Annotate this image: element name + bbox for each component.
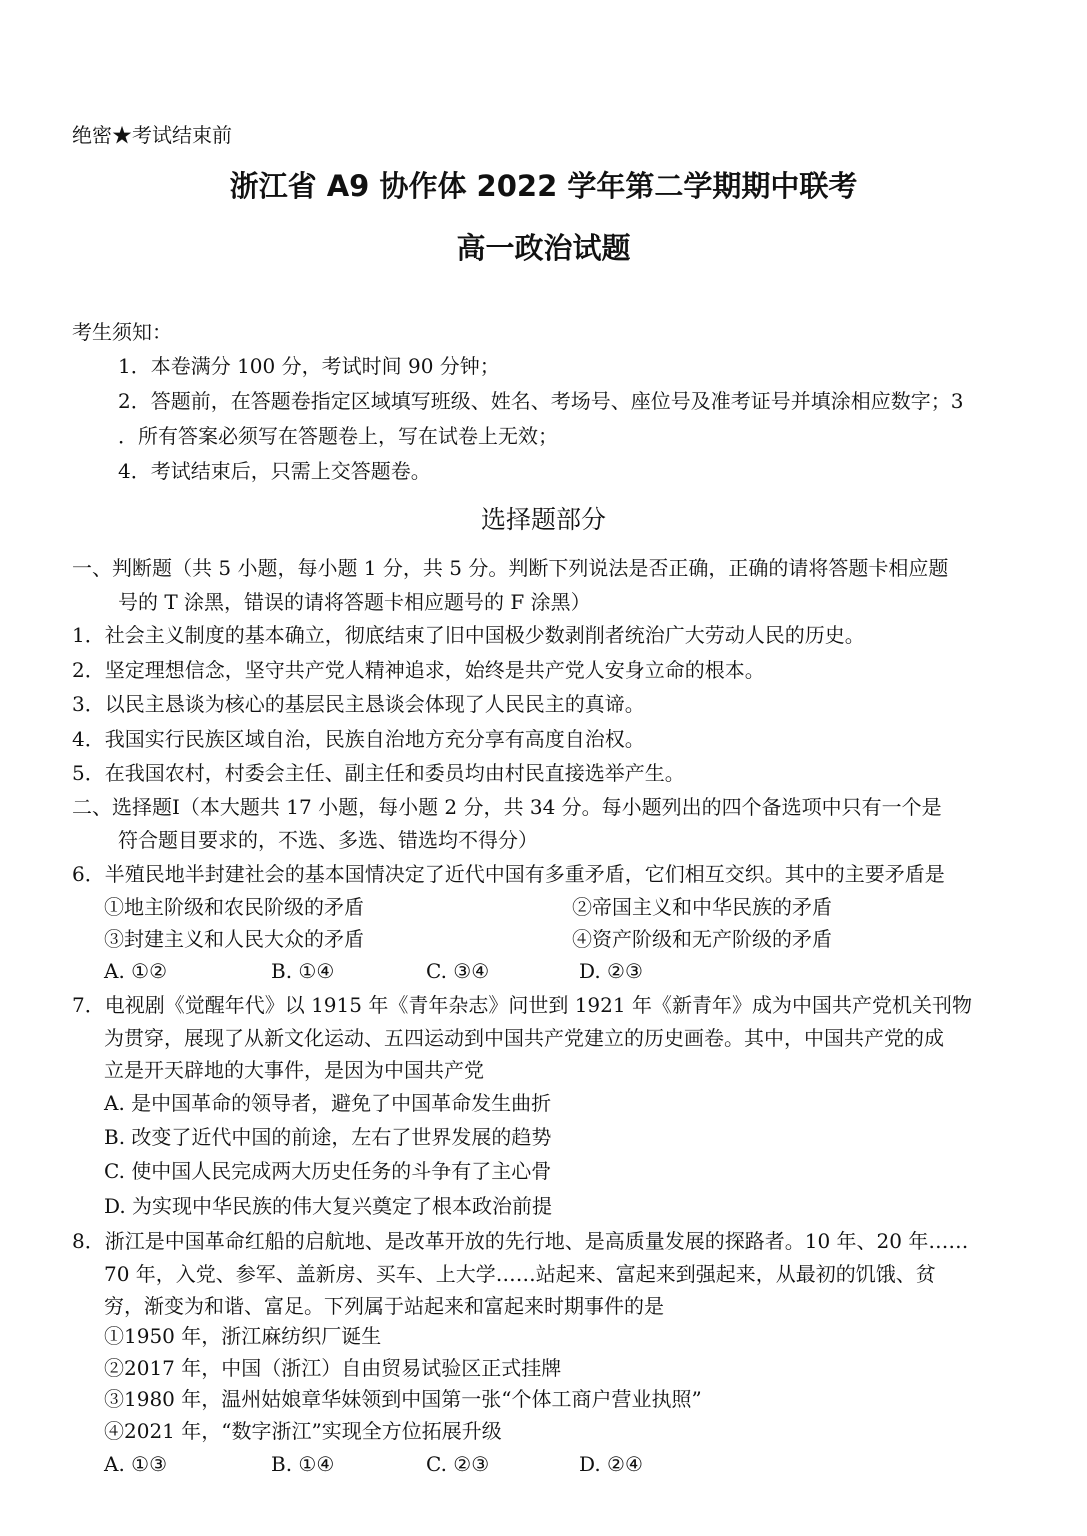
q8-choice-c: C. ②③ [426, 1452, 490, 1476]
judge-item: 3．以民主恳谈为核心的基层民主恳谈会体现了人民民主的真谛。 [72, 692, 645, 716]
q8-stem: 8．浙江是中国革命红船的启航地、是改革开放的先行地、是高质量发展的探路者。10 年、20 年…… [72, 1229, 969, 1253]
exam-title: 浙江省 A9 协作体 2022 学年第二学期期中联考 [229, 169, 858, 203]
q6-choice-b: B. ①④ [271, 959, 335, 983]
q7-choice-d: D. 为实现中华民族的伟大复兴奠定了根本政治前提 [104, 1194, 553, 1218]
notice-rule: ．所有答案必须写在答题卷上，写在试卷上无效； [118, 424, 558, 448]
judge-item: 1．社会主义制度的基本确立，彻底结束了旧中国极少数剥削者统治广大劳动人民的历史。 [72, 623, 865, 647]
q7-stem-cont: 为贯穿，展现了从新文化运动、五四运动到中国共产党建立的历史画卷。其中，中国共产党的成 [104, 1026, 944, 1050]
q8-option-1: ①1950 年，浙江麻纺织厂诞生 [104, 1324, 382, 1348]
part2-heading: 二、选择题Ⅰ（本大题共 17 小题，每小题 2 分，共 34 分。每小题列出的四个备选项中只有一个是 [72, 795, 942, 819]
q6-stem: 6．半殖民地半封建社会的基本国情决定了近代中国有多重矛盾，它们相互交织。其中的主要矛盾是 [72, 862, 945, 886]
part1-heading-cont: 号的 T 涂黑，错误的请将答题卡相应题号的 F 涂黑） [118, 590, 591, 614]
q8-choice-d: D. ②④ [579, 1452, 643, 1476]
section-title: 选择题部分 [480, 505, 606, 534]
judge-item: 2．坚定理想信念，坚守共产党人精神追求，始终是共产党人安身立命的根本。 [72, 658, 765, 682]
q6-option-2: ②帝国主义和中华民族的矛盾 [572, 895, 832, 919]
q7-choice-a: A. 是中国革命的领导者，避免了中国革命发生曲折 [104, 1091, 552, 1115]
exam-subtitle: 高一政治试题 [456, 231, 631, 265]
q7-stem-cont: 立是开天辟地的大事件，是因为中国共产党 [104, 1058, 484, 1082]
q8-stem-cont: 70 年，入党、参军、盖新房、买车、上大学……站起来、富起来到强起来，从最初的饥饿、贫 [104, 1262, 936, 1286]
q8-option-2: ②2017 年，中国（浙江）自由贸易试验区正式挂牌 [104, 1356, 562, 1380]
part1-heading: 一、判断题（共 5 小题，每小题 1 分，共 5 分。判断下列说法是否正确，正确的请将答题卡相应题 [72, 556, 949, 580]
q7-choice-b: B. 改变了近代中国的前途，左右了世界发展的趋势 [104, 1125, 552, 1149]
notice-label: 考生须知： [72, 320, 172, 344]
notice-rule: 1．本卷满分 100 分，考试时间 90 分钟； [118, 354, 500, 378]
q8-choice-b: B. ①④ [271, 1452, 335, 1476]
judge-item: 5．在我国农村，村委会主任、副主任和委员均由村民直接选举产生。 [72, 761, 685, 785]
q8-option-4: ④2021 年，“数字浙江”实现全方位拓展升级 [104, 1419, 502, 1443]
q7-stem: 7．电视剧《觉醒年代》以 1915 年《青年杂志》问世到 1921 年《新青年》成为中国共产党机关刊物 [72, 993, 972, 1017]
q7-choice-c: C. 使中国人民完成两大历史任务的斗争有了主心骨 [104, 1159, 552, 1183]
q6-choice-a: A. ①② [104, 959, 168, 983]
q8-option-3: ③1980 年，温州姑娘章华妹领到中国第一张“个体工商户营业执照” [104, 1387, 702, 1411]
q6-choice-d: D. ②③ [579, 959, 643, 983]
q6-choices [104, 958, 643, 984]
judge-item: 4．我国实行民族区域自治，民族自治地方充分享有高度自治权。 [72, 727, 645, 751]
q6-option-4: ④资产阶级和无产阶级的矛盾 [572, 927, 832, 951]
q6-option-1: ①地主阶级和农民阶级的矛盾 [104, 895, 364, 919]
q6-option-3: ③封建主义和人民大众的矛盾 [104, 927, 364, 951]
notice-rule: 4．考试结束后，只需上交答题卷。 [118, 459, 431, 483]
q8-choices [104, 1451, 643, 1477]
q6-choice-c: C. ③④ [426, 959, 490, 983]
part2-heading-cont: 符合题目要求的，不选、多选、错选均不得分） [118, 828, 538, 852]
notice-rule: 2．答题前，在答题卷指定区域填写班级、姓名、考场号、座位号及准考证号并填涂相应数字；3 [118, 389, 964, 413]
q8-stem-cont: 穷，渐变为和谐、富足。下列属于站起来和富起来时期事件的是 [104, 1294, 664, 1318]
confidential-mark: 绝密★考试结束前 [72, 123, 232, 147]
q8-choice-a: A. ①③ [104, 1452, 168, 1476]
